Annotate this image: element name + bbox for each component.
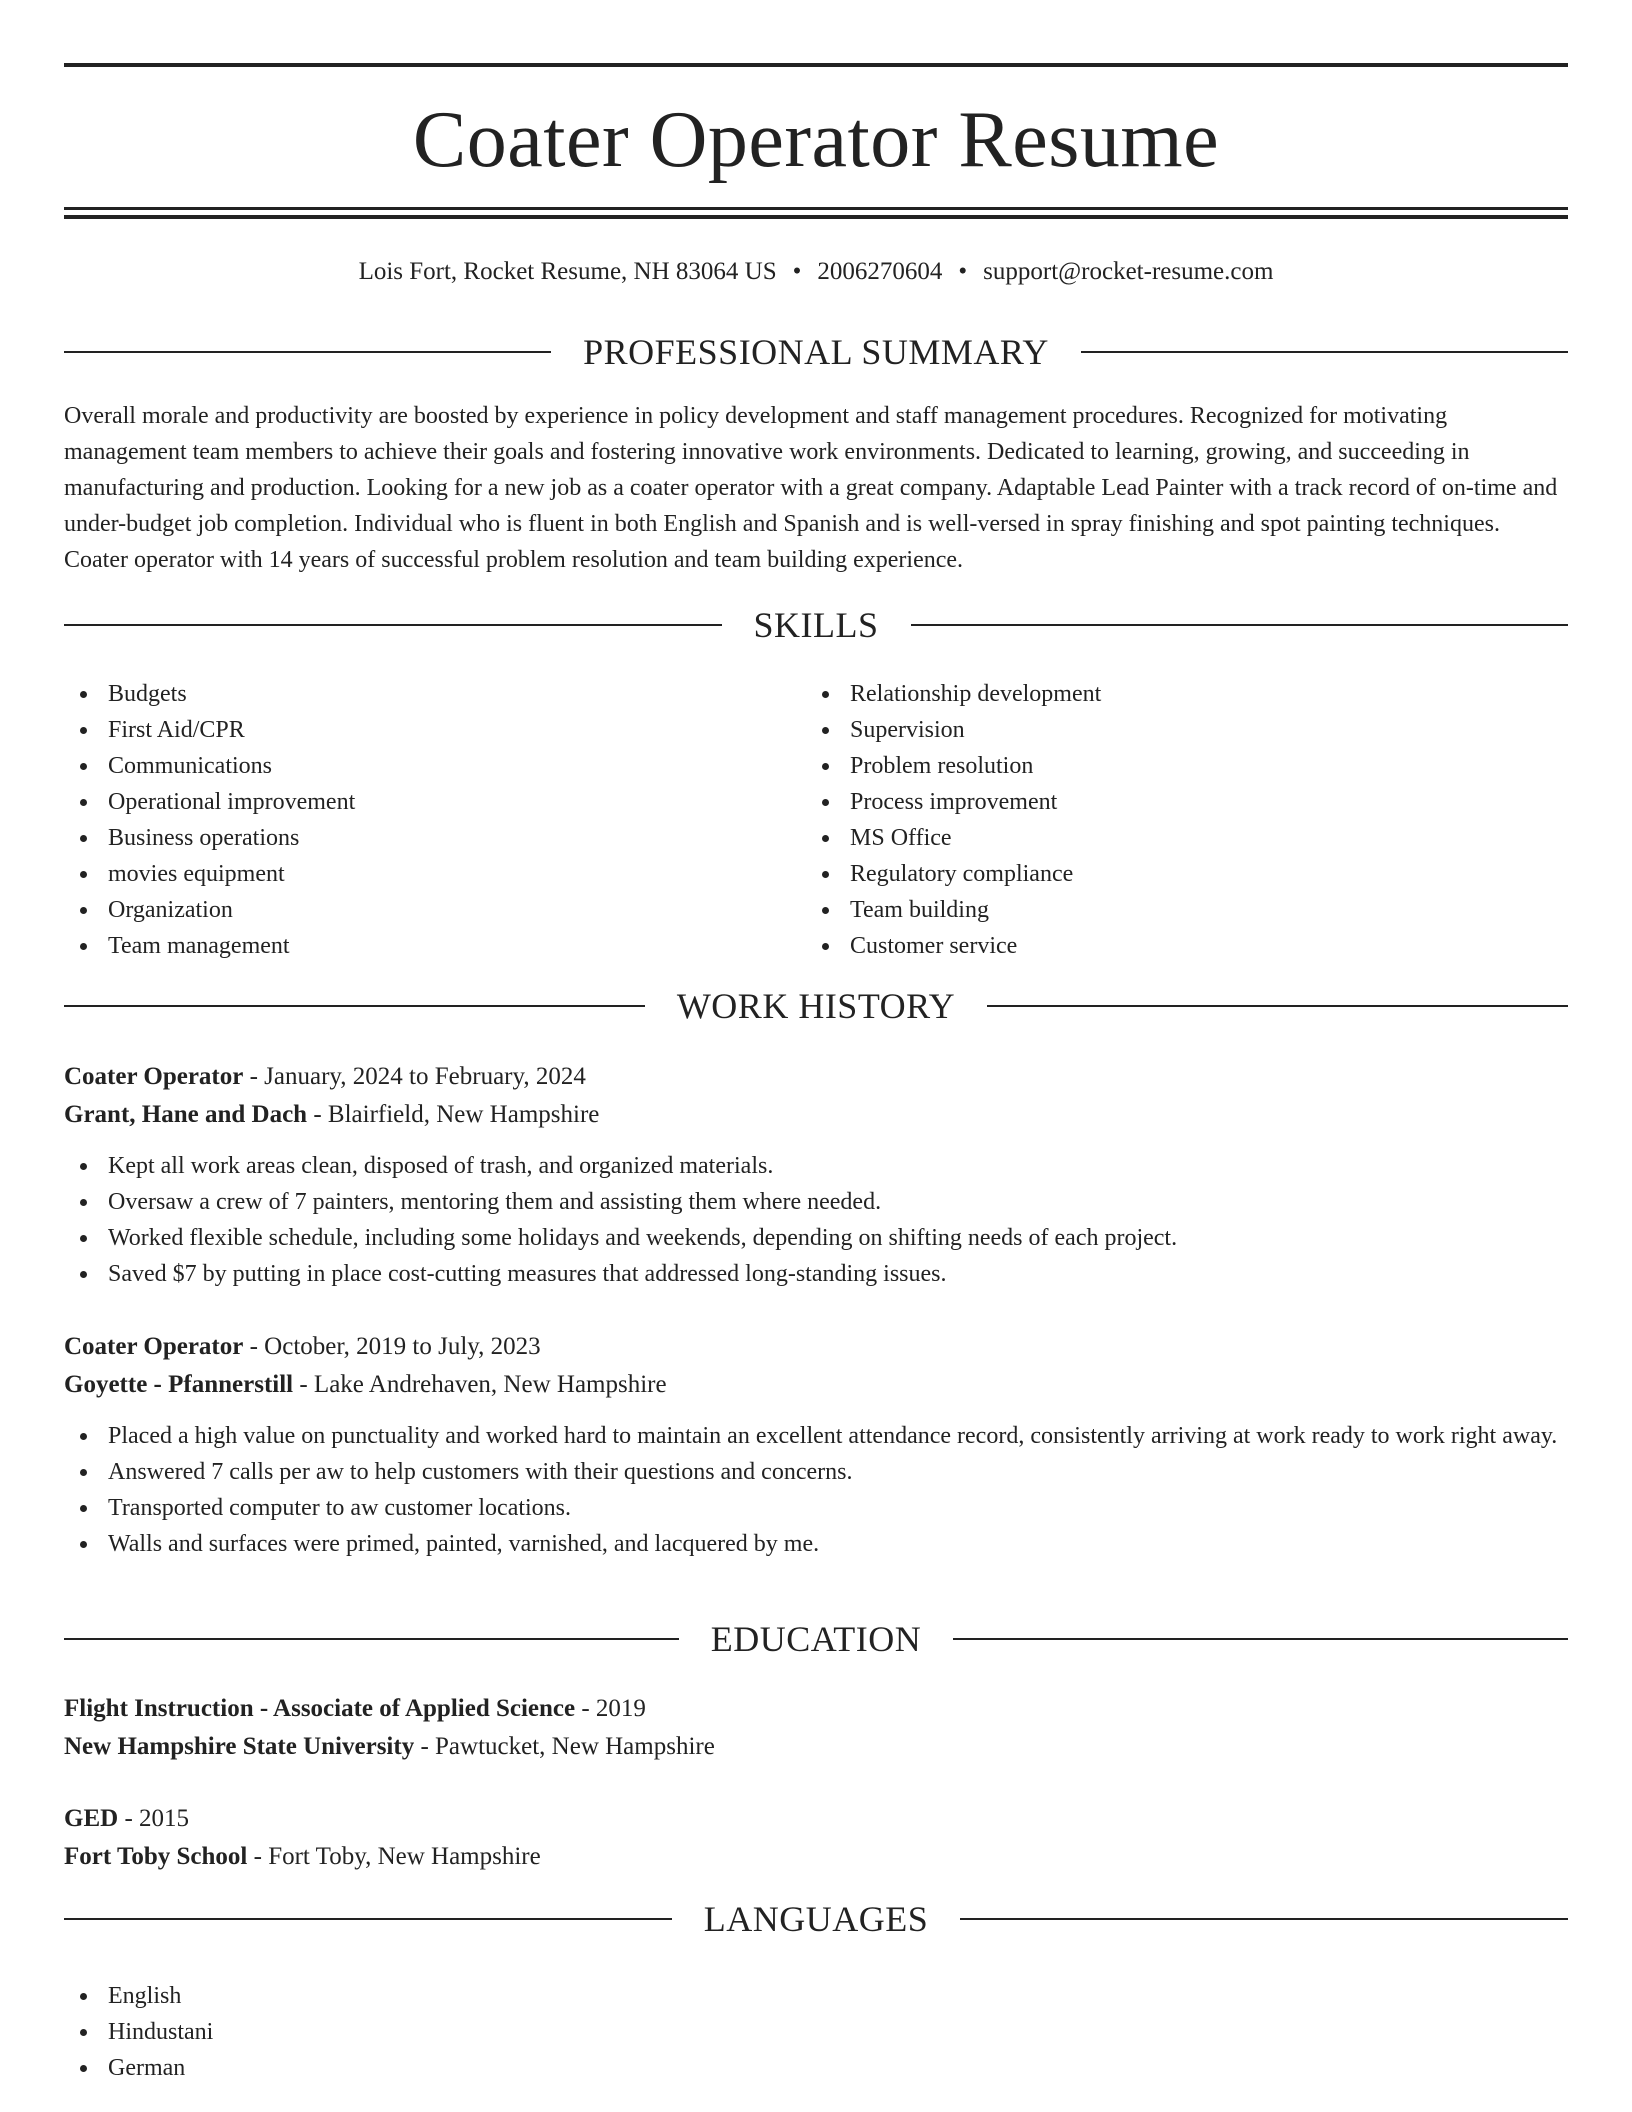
language-item: German bbox=[64, 2050, 664, 2086]
job-title: Coater Operator bbox=[64, 1063, 244, 1090]
summary-text: Overall morale and productivity are boosted by experience in policy development and staff management procedures. Recognized for motivating management team members to achieve their goals and fostering innovative work environments. Dedicated to learning, growing, and succeeding in manufacturing and production. Looking for a new job as a coater operator with a great company. Adaptable Lead Painter with a track record of on-time and under-budget job completion. Individual who is fluent in both English and Spanish and is well-versed in spray finishing and spot painting techniques. Coater operator with 14 years of successful problem resolution and team building experience. bbox=[64, 403, 1558, 573]
section-title: LANGUAGES bbox=[703, 1899, 929, 1939]
skill-item: Process improvement bbox=[806, 784, 1566, 820]
heading-rule bbox=[953, 1638, 1568, 1640]
skill-item: Organization bbox=[64, 892, 784, 928]
job-title: Coater Operator bbox=[64, 1333, 244, 1360]
contact-line bbox=[64, 252, 1568, 292]
heading-rule bbox=[64, 624, 722, 626]
edu-school-line bbox=[64, 1838, 1568, 1876]
heading-rule bbox=[64, 1005, 645, 1007]
job-location: - Lake Andrehaven, New Hampshire bbox=[293, 1371, 667, 1398]
edu-degree-line bbox=[64, 1800, 1568, 1838]
job-bullet: Answered 7 calls per aw to help customers with their questions and concerns. bbox=[64, 1454, 1568, 1490]
education-entry bbox=[64, 1690, 1568, 1766]
skill-item: MS Office bbox=[806, 820, 1566, 856]
heading-rule bbox=[911, 624, 1569, 626]
top-rule bbox=[64, 63, 1568, 67]
skill-item: Operational improvement bbox=[64, 784, 784, 820]
edu-year: - 2019 bbox=[575, 1695, 646, 1722]
job-bullet: Transported computer to aw customer locations. bbox=[64, 1490, 1568, 1526]
job-bullet: Oversaw a crew of 7 painters, mentoring them and assisting them where needed. bbox=[64, 1184, 1568, 1220]
contact-separator: • bbox=[792, 258, 802, 285]
skill-item: First Aid/CPR bbox=[64, 712, 784, 748]
section-title: WORK HISTORY bbox=[676, 986, 956, 1026]
page-title: Coater Operator Resume bbox=[412, 96, 1220, 184]
section-heading-work bbox=[64, 984, 1568, 1028]
work-entry bbox=[64, 1328, 1568, 1562]
skills-list-left bbox=[64, 676, 784, 964]
skill-item: Relationship development bbox=[806, 676, 1566, 712]
skill-item: Customer service bbox=[806, 928, 1566, 964]
job-bullets bbox=[64, 1418, 1568, 1562]
heading-rule bbox=[1081, 351, 1568, 353]
contact-phone: 2006270604 bbox=[817, 258, 943, 285]
heading-rule bbox=[64, 1918, 672, 1920]
title-double-rule bbox=[64, 207, 1568, 219]
job-company: Goyette - Pfannerstill bbox=[64, 1371, 294, 1398]
skills-list-right bbox=[806, 676, 1566, 964]
job-title-line bbox=[64, 1328, 1568, 1366]
section-heading-skills bbox=[64, 603, 1568, 647]
heading-rule bbox=[64, 351, 551, 353]
job-bullets bbox=[64, 1148, 1568, 1292]
job-title-line bbox=[64, 1058, 1568, 1096]
edu-school: Fort Toby School bbox=[64, 1843, 248, 1870]
job-bullet: Kept all work areas clean, disposed of trash, and organized materials. bbox=[64, 1148, 1568, 1184]
job-dates: - October, 2019 to July, 2023 bbox=[243, 1333, 541, 1360]
edu-degree-line bbox=[64, 1690, 1568, 1728]
language-item: Hindustani bbox=[64, 2014, 664, 2050]
skill-item: Problem resolution bbox=[806, 748, 1566, 784]
contact-address: Lois Fort, Rocket Resume, NH 83064 US bbox=[358, 258, 777, 285]
job-bullet: Saved $7 by putting in place cost-cutting measures that addressed long-standing issues. bbox=[64, 1256, 1568, 1292]
skill-item: Business operations bbox=[64, 820, 784, 856]
job-bullet: Placed a high value on punctuality and worked hard to maintain an excellent attendance record, consistently arriving at work ready to work right away. bbox=[64, 1418, 1568, 1454]
languages-list bbox=[64, 1978, 664, 2086]
contact-separator: • bbox=[958, 258, 968, 285]
edu-degree: Flight Instruction - Associate of Applied Science bbox=[64, 1695, 576, 1722]
skill-item: Budgets bbox=[64, 676, 784, 712]
heading-rule bbox=[64, 1638, 679, 1640]
language-item: English bbox=[64, 1978, 664, 2014]
skill-item: Team management bbox=[64, 928, 784, 964]
contact-email: support@rocket-resume.com bbox=[983, 258, 1274, 285]
section-heading-summary bbox=[64, 330, 1568, 374]
section-heading-languages bbox=[64, 1897, 1568, 1941]
work-entry bbox=[64, 1058, 1568, 1292]
edu-location: - Pawtucket, New Hampshire bbox=[414, 1733, 715, 1760]
job-company-line bbox=[64, 1366, 1568, 1404]
skill-item: movies equipment bbox=[64, 856, 784, 892]
heading-rule bbox=[987, 1005, 1568, 1007]
edu-school-line bbox=[64, 1728, 1568, 1766]
section-title: SKILLS bbox=[753, 605, 879, 645]
education-entry bbox=[64, 1800, 1568, 1876]
job-dates: - January, 2024 to February, 2024 bbox=[243, 1063, 586, 1090]
skill-item: Communications bbox=[64, 748, 784, 784]
skill-item: Regulatory compliance bbox=[806, 856, 1566, 892]
skill-item: Team building bbox=[806, 892, 1566, 928]
job-bullet: Worked flexible schedule, including some holidays and weekends, depending on shifting needs of each project. bbox=[64, 1220, 1568, 1256]
edu-location: - Fort Toby, New Hampshire bbox=[247, 1843, 541, 1870]
job-company-line bbox=[64, 1096, 1568, 1134]
section-heading-education bbox=[64, 1617, 1568, 1661]
edu-degree: GED bbox=[64, 1805, 119, 1832]
job-location: - Blairfield, New Hampshire bbox=[307, 1101, 600, 1128]
job-company: Grant, Hane and Dach bbox=[64, 1101, 308, 1128]
section-title: EDUCATION bbox=[710, 1619, 922, 1659]
job-bullet: Walls and surfaces were primed, painted, varnished, and lacquered by me. bbox=[64, 1526, 1568, 1562]
edu-year: - 2015 bbox=[118, 1805, 190, 1832]
skill-item: Supervision bbox=[806, 712, 1566, 748]
edu-school: New Hampshire State University bbox=[64, 1733, 415, 1760]
heading-rule bbox=[960, 1918, 1568, 1920]
section-title: PROFESSIONAL SUMMARY bbox=[583, 332, 1049, 372]
